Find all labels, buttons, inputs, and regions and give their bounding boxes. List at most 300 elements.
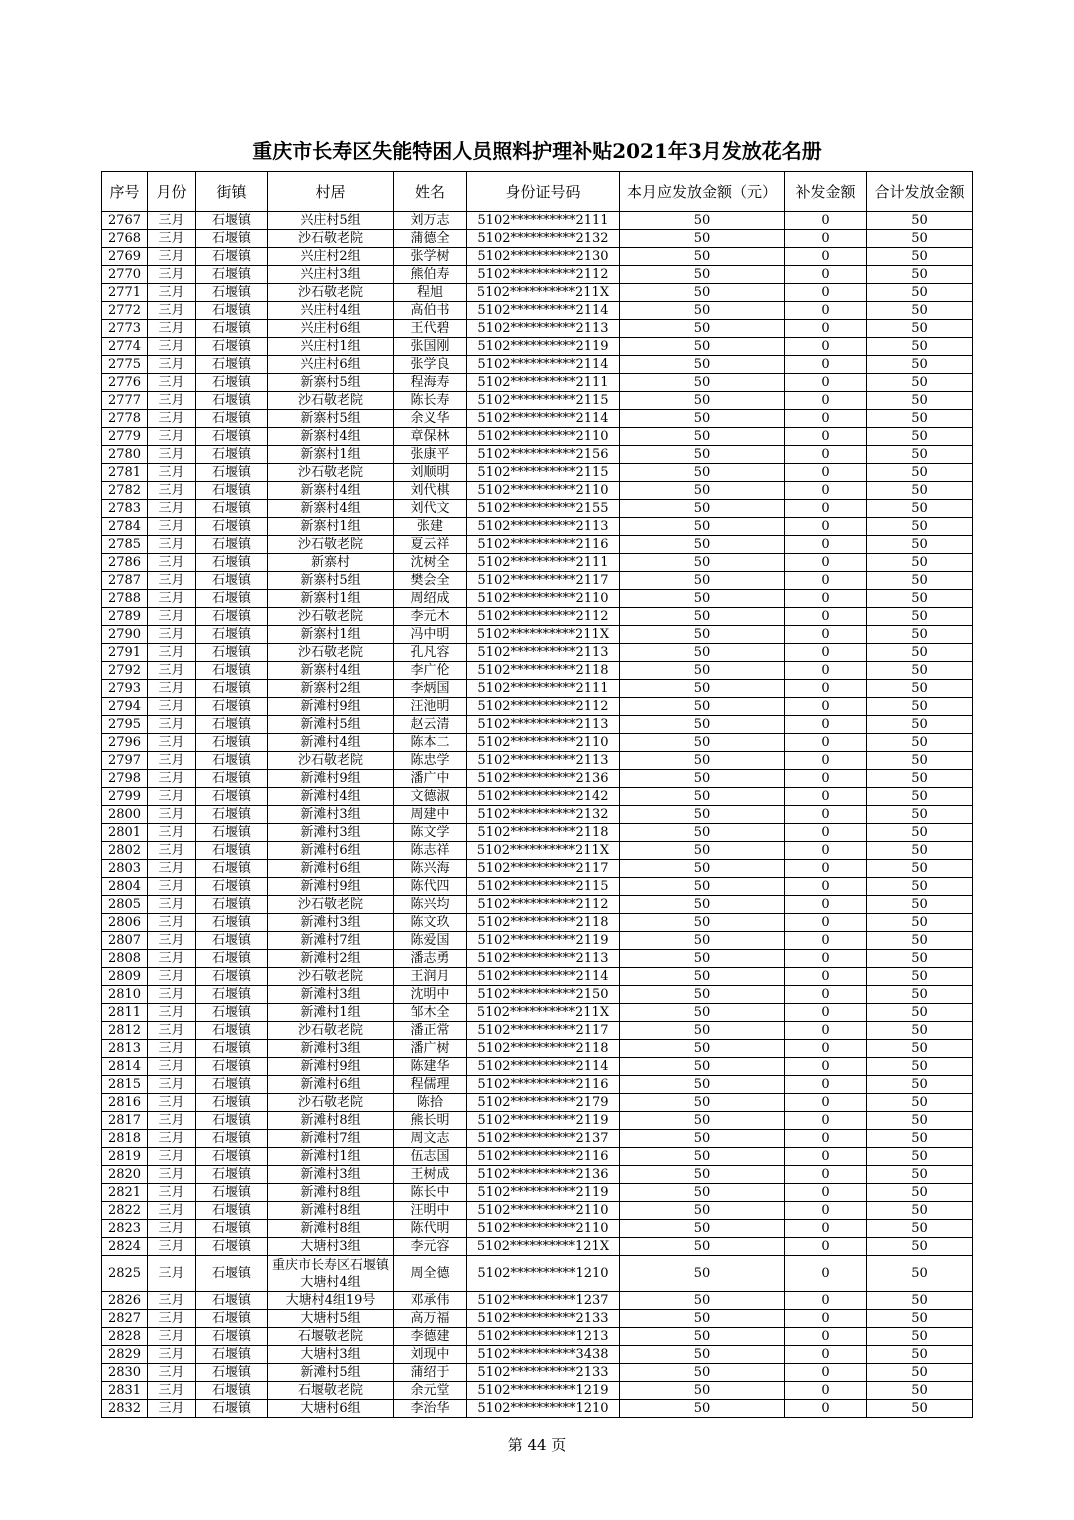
table-cell: 0: [785, 1310, 867, 1328]
table-cell: 50: [620, 464, 785, 482]
table-cell: 周绍成: [394, 590, 467, 608]
table-cell: 0: [785, 302, 867, 320]
table-cell: 5102**********2111: [467, 212, 620, 230]
table-cell: 0: [785, 824, 867, 842]
table-cell: 50: [867, 914, 973, 932]
table-cell: 新滩村3组: [268, 1040, 394, 1058]
table-cell: 50: [620, 266, 785, 284]
table-cell: 三月: [148, 356, 196, 374]
table-cell: 2800: [102, 806, 148, 824]
table-cell: 李德建: [394, 1328, 467, 1346]
table-cell: 石堰镇: [196, 1076, 268, 1094]
table-cell: 50: [620, 1112, 785, 1130]
table-cell: 沈明中: [394, 986, 467, 1004]
table-cell: 50: [867, 1382, 973, 1400]
table-cell: 2807: [102, 932, 148, 950]
table-cell: 新滩村4组: [268, 788, 394, 806]
table-cell: 三月: [148, 1364, 196, 1382]
table-cell: 2811: [102, 1004, 148, 1022]
table-row: [102, 1346, 973, 1364]
table-cell: 50: [867, 1166, 973, 1184]
table-cell: 石堰镇: [196, 1040, 268, 1058]
table-cell: 50: [867, 770, 973, 788]
table-cell: 50: [867, 644, 973, 662]
table-row: [102, 482, 973, 500]
table-cell: 5102**********2136: [467, 770, 620, 788]
table-cell: 50: [867, 230, 973, 248]
table-cell: 赵云清: [394, 716, 467, 734]
table-cell: 50: [867, 608, 973, 626]
table-cell: 三月: [148, 572, 196, 590]
table-cell: 50: [867, 626, 973, 644]
table-cell: 李治华: [394, 1400, 467, 1418]
table-cell: 三月: [148, 968, 196, 986]
table-cell: 程海寿: [394, 374, 467, 392]
table-cell: 新滩村8组: [268, 1220, 394, 1238]
table-cell: 50: [620, 1220, 785, 1238]
table-cell: 新滩村9组: [268, 770, 394, 788]
table-cell: 50: [620, 500, 785, 518]
table-cell: 2773: [102, 320, 148, 338]
table-cell: 新寨村1组: [268, 626, 394, 644]
table-cell: 50: [620, 698, 785, 716]
table-cell: 三月: [148, 230, 196, 248]
table-cell: 石堰镇: [196, 842, 268, 860]
table-cell: 5102**********2113: [467, 716, 620, 734]
table-cell: 5102**********2118: [467, 1040, 620, 1058]
table-cell: 陈兴均: [394, 896, 467, 914]
table-cell: 石堰镇: [196, 1094, 268, 1112]
table-cell: 50: [620, 1202, 785, 1220]
table-cell: 三月: [148, 806, 196, 824]
table-cell: 50: [620, 1004, 785, 1022]
table-cell: 三月: [148, 1382, 196, 1400]
table-cell: 50: [867, 896, 973, 914]
table-cell: 0: [785, 1076, 867, 1094]
table-cell: 2780: [102, 446, 148, 464]
table-cell: 沙石敬老院: [268, 752, 394, 770]
table-cell: 50: [867, 860, 973, 878]
table-cell: 5102**********1210: [467, 1256, 620, 1292]
table-cell: 石堰镇: [196, 1364, 268, 1382]
table-cell: 2819: [102, 1148, 148, 1166]
table-row: [102, 302, 973, 320]
table-row: [102, 1022, 973, 1040]
table-cell: 刘现中: [394, 1346, 467, 1364]
table-cell: 50: [867, 374, 973, 392]
table-cell: 50: [620, 950, 785, 968]
table-cell: 石堰镇: [196, 950, 268, 968]
table-cell: 新寨村4组: [268, 662, 394, 680]
table-cell: 50: [867, 500, 973, 518]
table-cell: 5102**********211X: [467, 626, 620, 644]
table-cell: 5102**********2119: [467, 932, 620, 950]
table-cell: 三月: [148, 1202, 196, 1220]
table-cell: 5102**********211X: [467, 284, 620, 302]
table-cell: 50: [620, 1346, 785, 1364]
table-cell: 50: [867, 932, 973, 950]
table-cell: 50: [620, 626, 785, 644]
table-cell: 石堰镇: [196, 446, 268, 464]
table-cell: 0: [785, 1112, 867, 1130]
table-cell: 三月: [148, 518, 196, 536]
table-cell: 50: [620, 1364, 785, 1382]
table-cell: 50: [620, 788, 785, 806]
table-cell: 高万福: [394, 1310, 467, 1328]
table-cell: 50: [867, 878, 973, 896]
table-row: [102, 734, 973, 752]
header-cell: 序号: [102, 172, 148, 212]
table-cell: 0: [785, 878, 867, 896]
table-cell: 2787: [102, 572, 148, 590]
table-row: [102, 1112, 973, 1130]
table-cell: 50: [867, 1148, 973, 1166]
table-cell: 三月: [148, 482, 196, 500]
table-cell: 三月: [148, 626, 196, 644]
table-cell: 0: [785, 266, 867, 284]
table-cell: 5102**********2114: [467, 302, 620, 320]
table-cell: 石堰镇: [196, 590, 268, 608]
table-cell: 大塘村5组: [268, 1310, 394, 1328]
table-cell: 新滩村9组: [268, 1058, 394, 1076]
table-cell: 陈长寿: [394, 392, 467, 410]
table-cell: 三月: [148, 248, 196, 266]
table-cell: 2825: [102, 1256, 148, 1292]
header-cell: 姓名: [394, 172, 467, 212]
table-cell: 0: [785, 626, 867, 644]
table-cell: 张学树: [394, 248, 467, 266]
table-cell: 50: [620, 932, 785, 950]
table-row: [102, 896, 973, 914]
table-cell: 李炳国: [394, 680, 467, 698]
table-row: [102, 1238, 973, 1256]
table-cell: 石堰镇: [196, 356, 268, 374]
table-cell: 50: [620, 1382, 785, 1400]
table-cell: 樊会全: [394, 572, 467, 590]
table-cell: 0: [785, 1400, 867, 1418]
table-cell: 50: [620, 338, 785, 356]
table-cell: 三月: [148, 716, 196, 734]
table-cell: 石堰镇: [196, 1400, 268, 1418]
table-cell: 0: [785, 770, 867, 788]
table-cell: 张建: [394, 518, 467, 536]
table-cell: 石堰镇: [196, 1148, 268, 1166]
table-cell: 0: [785, 284, 867, 302]
table-cell: 陈兴海: [394, 860, 467, 878]
table-cell: 沙石敬老院: [268, 464, 394, 482]
table-cell: 三月: [148, 1076, 196, 1094]
table-cell: 50: [620, 1094, 785, 1112]
table-cell: 50: [620, 1022, 785, 1040]
table-cell: 夏云祥: [394, 536, 467, 554]
table-cell: 石堰镇: [196, 752, 268, 770]
table-cell: 石堰镇: [196, 248, 268, 266]
table-cell: 0: [785, 662, 867, 680]
table-cell: 陈爱国: [394, 932, 467, 950]
table-cell: 蒲德全: [394, 230, 467, 248]
table-cell: 50: [620, 356, 785, 374]
table-cell: 0: [785, 914, 867, 932]
table-cell: 0: [785, 338, 867, 356]
table-cell: 50: [620, 806, 785, 824]
table-cell: 2768: [102, 230, 148, 248]
table-cell: 2789: [102, 608, 148, 626]
table-cell: 新寨村5组: [268, 410, 394, 428]
table-cell: 沈树全: [394, 554, 467, 572]
table-cell: 高伯书: [394, 302, 467, 320]
table-cell: 重庆市长寿区石堰镇大塘村4组: [268, 1256, 394, 1292]
table-cell: 石堰镇: [196, 734, 268, 752]
table-row: [102, 698, 973, 716]
table-cell: 三月: [148, 770, 196, 788]
table-cell: 新滩村3组: [268, 914, 394, 932]
table-cell: 新滩村3组: [268, 1166, 394, 1184]
table-cell: 三月: [148, 266, 196, 284]
table-cell: 0: [785, 716, 867, 734]
table-cell: 陈长中: [394, 1184, 467, 1202]
table-cell: 50: [620, 914, 785, 932]
table-cell: 2817: [102, 1112, 148, 1130]
table-cell: 0: [785, 842, 867, 860]
table-cell: 0: [785, 1184, 867, 1202]
table-row: [102, 410, 973, 428]
table-cell: 石堰镇: [196, 1202, 268, 1220]
table-cell: 三月: [148, 1310, 196, 1328]
table-cell: 石堰镇: [196, 932, 268, 950]
table-cell: 汪明中: [394, 1202, 467, 1220]
table-cell: 50: [867, 1058, 973, 1076]
table-body: [102, 212, 973, 1418]
table-cell: 2824: [102, 1238, 148, 1256]
table-cell: 新滩村1组: [268, 1004, 394, 1022]
table-cell: 5102**********2155: [467, 500, 620, 518]
table-cell: 石堰镇: [196, 1310, 268, 1328]
table-cell: 三月: [148, 986, 196, 1004]
page-title: 重庆市长寿区失能特困人员照料护理补贴2021年3月发放花名册: [252, 139, 822, 163]
table-cell: 0: [785, 1238, 867, 1256]
table-cell: 2812: [102, 1022, 148, 1040]
table-cell: 50: [867, 320, 973, 338]
table-cell: 三月: [148, 752, 196, 770]
table-cell: 石堰镇: [196, 266, 268, 284]
table-cell: 王代碧: [394, 320, 467, 338]
table-cell: 0: [785, 1256, 867, 1292]
table-cell: 石堰镇: [196, 1004, 268, 1022]
table-cell: 邓承伟: [394, 1292, 467, 1310]
table-cell: 50: [620, 284, 785, 302]
table-cell: 5102**********2110: [467, 482, 620, 500]
table-cell: 50: [867, 248, 973, 266]
table-cell: 2829: [102, 1346, 148, 1364]
table-cell: 沙石敬老院: [268, 284, 394, 302]
table-row: [102, 1130, 973, 1148]
table-cell: 50: [867, 536, 973, 554]
table-cell: 50: [867, 410, 973, 428]
table-cell: 陈建华: [394, 1058, 467, 1076]
table-row: [102, 806, 973, 824]
table-cell: 50: [867, 464, 973, 482]
table-row: [102, 1076, 973, 1094]
table-cell: 50: [620, 1130, 785, 1148]
table-cell: 石堰镇: [196, 1346, 268, 1364]
table-row: [102, 914, 973, 932]
table-cell: 石堰镇: [196, 410, 268, 428]
table-cell: 50: [867, 1238, 973, 1256]
table-cell: 50: [867, 266, 973, 284]
table-cell: 5102**********2117: [467, 1022, 620, 1040]
table-cell: 50: [867, 662, 973, 680]
table-cell: 2777: [102, 392, 148, 410]
table-cell: 石堰镇: [196, 284, 268, 302]
table-cell: 50: [867, 1328, 973, 1346]
table-row: [102, 1256, 973, 1292]
table-cell: 50: [620, 446, 785, 464]
table-cell: 5102**********211X: [467, 842, 620, 860]
table-cell: 50: [620, 518, 785, 536]
table-cell: 章保林: [394, 428, 467, 446]
table-cell: 三月: [148, 284, 196, 302]
table-cell: 50: [620, 554, 785, 572]
table-cell: 50: [620, 1184, 785, 1202]
table-row: [102, 320, 973, 338]
table-cell: 50: [867, 1292, 973, 1310]
table-cell: 50: [867, 968, 973, 986]
table-cell: 三月: [148, 1130, 196, 1148]
table-row: [102, 608, 973, 626]
table-cell: 2781: [102, 464, 148, 482]
table-cell: 0: [785, 806, 867, 824]
table-cell: 2770: [102, 266, 148, 284]
table-cell: 三月: [148, 1166, 196, 1184]
table-row: [102, 662, 973, 680]
table-cell: 50: [620, 968, 785, 986]
table-row: [102, 374, 973, 392]
table-cell: 2785: [102, 536, 148, 554]
table-row: [102, 212, 973, 230]
table-cell: 新滩村6组: [268, 1076, 394, 1094]
table-cell: 2804: [102, 878, 148, 896]
table-cell: 石堰镇: [196, 1238, 268, 1256]
table-cell: 文德淑: [394, 788, 467, 806]
table-cell: 5102**********2179: [467, 1094, 620, 1112]
table-cell: 5102**********2133: [467, 1364, 620, 1382]
table-cell: 2832: [102, 1400, 148, 1418]
table-cell: 5102**********2137: [467, 1130, 620, 1148]
table-row: [102, 356, 973, 374]
table-cell: 5102**********2142: [467, 788, 620, 806]
table-cell: 2806: [102, 914, 148, 932]
table-cell: 新滩村7组: [268, 1130, 394, 1148]
table-cell: 0: [785, 788, 867, 806]
table-cell: 50: [867, 518, 973, 536]
table-cell: 三月: [148, 1058, 196, 1076]
table-cell: 陈文学: [394, 824, 467, 842]
table-row: [102, 464, 973, 482]
table-cell: 沙石敬老院: [268, 1094, 394, 1112]
table-cell: 50: [867, 1022, 973, 1040]
table-cell: 50: [867, 428, 973, 446]
table-row: [102, 500, 973, 518]
table-cell: 50: [867, 1112, 973, 1130]
table-cell: 刘代文: [394, 500, 467, 518]
table-cell: 三月: [148, 950, 196, 968]
table-row: [102, 1220, 973, 1238]
table-row: [102, 1184, 973, 1202]
table-cell: 50: [620, 374, 785, 392]
table-cell: 2776: [102, 374, 148, 392]
table-cell: 0: [785, 752, 867, 770]
table-cell: 0: [785, 680, 867, 698]
table-cell: 0: [785, 500, 867, 518]
table-cell: 石堰镇: [196, 428, 268, 446]
table-cell: 程旭: [394, 284, 467, 302]
table-cell: 2792: [102, 662, 148, 680]
table-cell: 5102**********2113: [467, 752, 620, 770]
table-row: [102, 1364, 973, 1382]
table-cell: 石堰镇: [196, 572, 268, 590]
table-cell: 三月: [148, 302, 196, 320]
table-cell: 沙石敬老院: [268, 608, 394, 626]
table-cell: 50: [620, 1238, 785, 1256]
table-cell: 2790: [102, 626, 148, 644]
table-cell: 50: [867, 1220, 973, 1238]
table-cell: 0: [785, 968, 867, 986]
table-cell: 5102**********3438: [467, 1346, 620, 1364]
table-cell: 5102**********2113: [467, 320, 620, 338]
table-cell: 兴庄村1组: [268, 338, 394, 356]
table-cell: 2826: [102, 1292, 148, 1310]
table-cell: 50: [867, 950, 973, 968]
table-cell: 石堰镇: [196, 896, 268, 914]
table-cell: 三月: [148, 212, 196, 230]
table-cell: 50: [867, 842, 973, 860]
table-cell: 三月: [148, 1004, 196, 1022]
table-cell: 石堰镇: [196, 320, 268, 338]
header-cell: 合计发放金额: [867, 172, 973, 212]
table-cell: 潘广中: [394, 770, 467, 788]
table-cell: 2784: [102, 518, 148, 536]
table-cell: 三月: [148, 410, 196, 428]
table-row: [102, 338, 973, 356]
table-cell: 三月: [148, 1220, 196, 1238]
table-row: [102, 1292, 973, 1310]
table-cell: 石堰镇: [196, 1130, 268, 1148]
table-cell: 石堰镇: [196, 824, 268, 842]
table-cell: 兴庄村6组: [268, 356, 394, 374]
table-cell: 沙石敬老院: [268, 1022, 394, 1040]
table-row: [102, 644, 973, 662]
table-cell: 2823: [102, 1220, 148, 1238]
table-cell: 2809: [102, 968, 148, 986]
table-cell: 5102**********2110: [467, 734, 620, 752]
table-cell: 孔凡容: [394, 644, 467, 662]
table-cell: 沙石敬老院: [268, 536, 394, 554]
table-cell: 2831: [102, 1382, 148, 1400]
table-cell: 石堰镇: [196, 338, 268, 356]
table-cell: 石堰镇: [196, 608, 268, 626]
table-cell: 0: [785, 1166, 867, 1184]
table-cell: 50: [867, 338, 973, 356]
table-row: [102, 1148, 973, 1166]
table-row: [102, 1004, 973, 1022]
table-cell: 程儒理: [394, 1076, 467, 1094]
table-cell: 李广伦: [394, 662, 467, 680]
table-cell: 周文志: [394, 1130, 467, 1148]
table-cell: 石堰镇: [196, 464, 268, 482]
table-cell: 50: [620, 608, 785, 626]
table-cell: 5102**********2114: [467, 356, 620, 374]
table-cell: 新滩村4组: [268, 734, 394, 752]
